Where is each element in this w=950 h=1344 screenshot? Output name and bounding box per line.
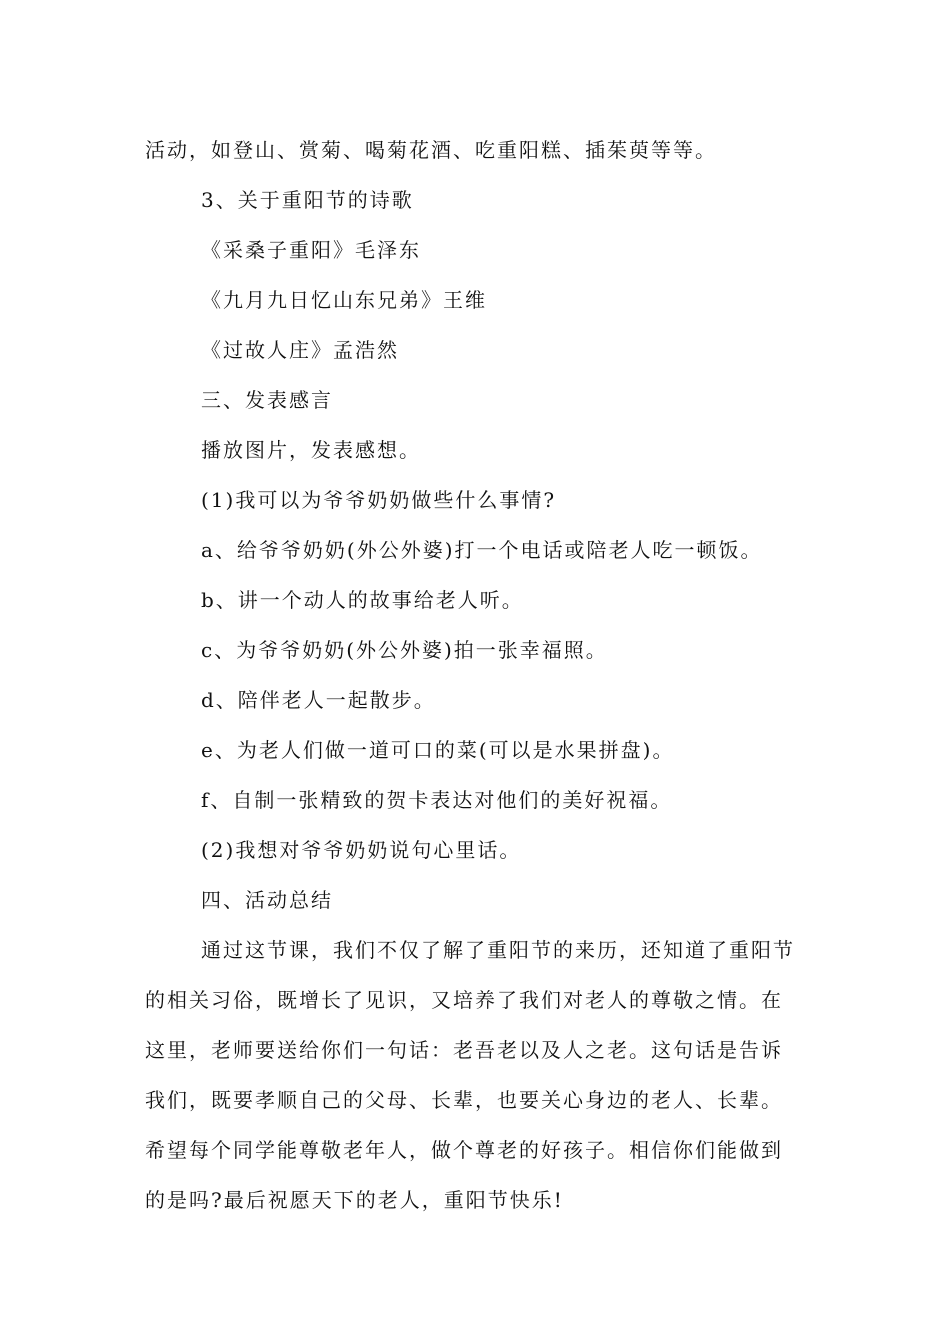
summary-line: 希望每个同学能尊敬老年人，做个尊老的好孩子。相信你们能做到 bbox=[145, 1138, 783, 1162]
list-item: c、为爷爷奶奶(外公外婆)拍一张幸福照。 bbox=[201, 638, 608, 662]
poem-title: 《九月九日忆山东兄弟》王维 bbox=[201, 288, 487, 312]
question-line: (1)我可以为爷爷奶奶做些什么事情? bbox=[201, 488, 557, 512]
section-heading: 3、关于重阳节的诗歌 bbox=[201, 188, 414, 212]
question-line: (2)我想对爷爷奶奶说句心里话。 bbox=[201, 838, 522, 862]
summary-line: 的相关习俗，既增长了见识，又培养了我们对老人的尊敬之情。在 bbox=[145, 988, 783, 1012]
list-item: f、自制一张精致的贺卡表达对他们的美好祝福。 bbox=[201, 788, 673, 812]
poem-title: 《过故人庄》孟浩然 bbox=[201, 338, 399, 362]
summary-line: 这里，老师要送给你们一句话：老吾老以及人之老。这句话是告诉 bbox=[145, 1038, 783, 1062]
list-item: e、为老人们做一道可口的菜(可以是水果拼盘)。 bbox=[201, 738, 675, 762]
section-heading: 四、活动总结 bbox=[201, 888, 333, 912]
list-item: b、讲一个动人的故事给老人听。 bbox=[201, 588, 524, 612]
summary-line: 通过这节课，我们不仅了解了重阳节的来历，还知道了重阳节 bbox=[201, 938, 795, 962]
text-line: 活动，如登山、赏菊、喝菊花酒、吃重阳糕、插茱萸等等。 bbox=[145, 138, 717, 162]
summary-line: 的是吗?最后祝愿天下的老人，重阳节快乐! bbox=[145, 1188, 564, 1212]
text-line: 播放图片，发表感想。 bbox=[201, 438, 421, 462]
poem-title: 《采桑子重阳》毛泽东 bbox=[201, 238, 421, 262]
section-heading: 三、发表感言 bbox=[201, 388, 333, 412]
summary-line: 我们，既要孝顺自己的父母、长辈，也要关心身边的老人、长辈。 bbox=[145, 1088, 783, 1112]
list-item: d、陪伴老人一起散步。 bbox=[201, 688, 436, 712]
list-item: a、给爷爷奶奶(外公外婆)打一个电话或陪老人吃一顿饭。 bbox=[201, 538, 763, 562]
